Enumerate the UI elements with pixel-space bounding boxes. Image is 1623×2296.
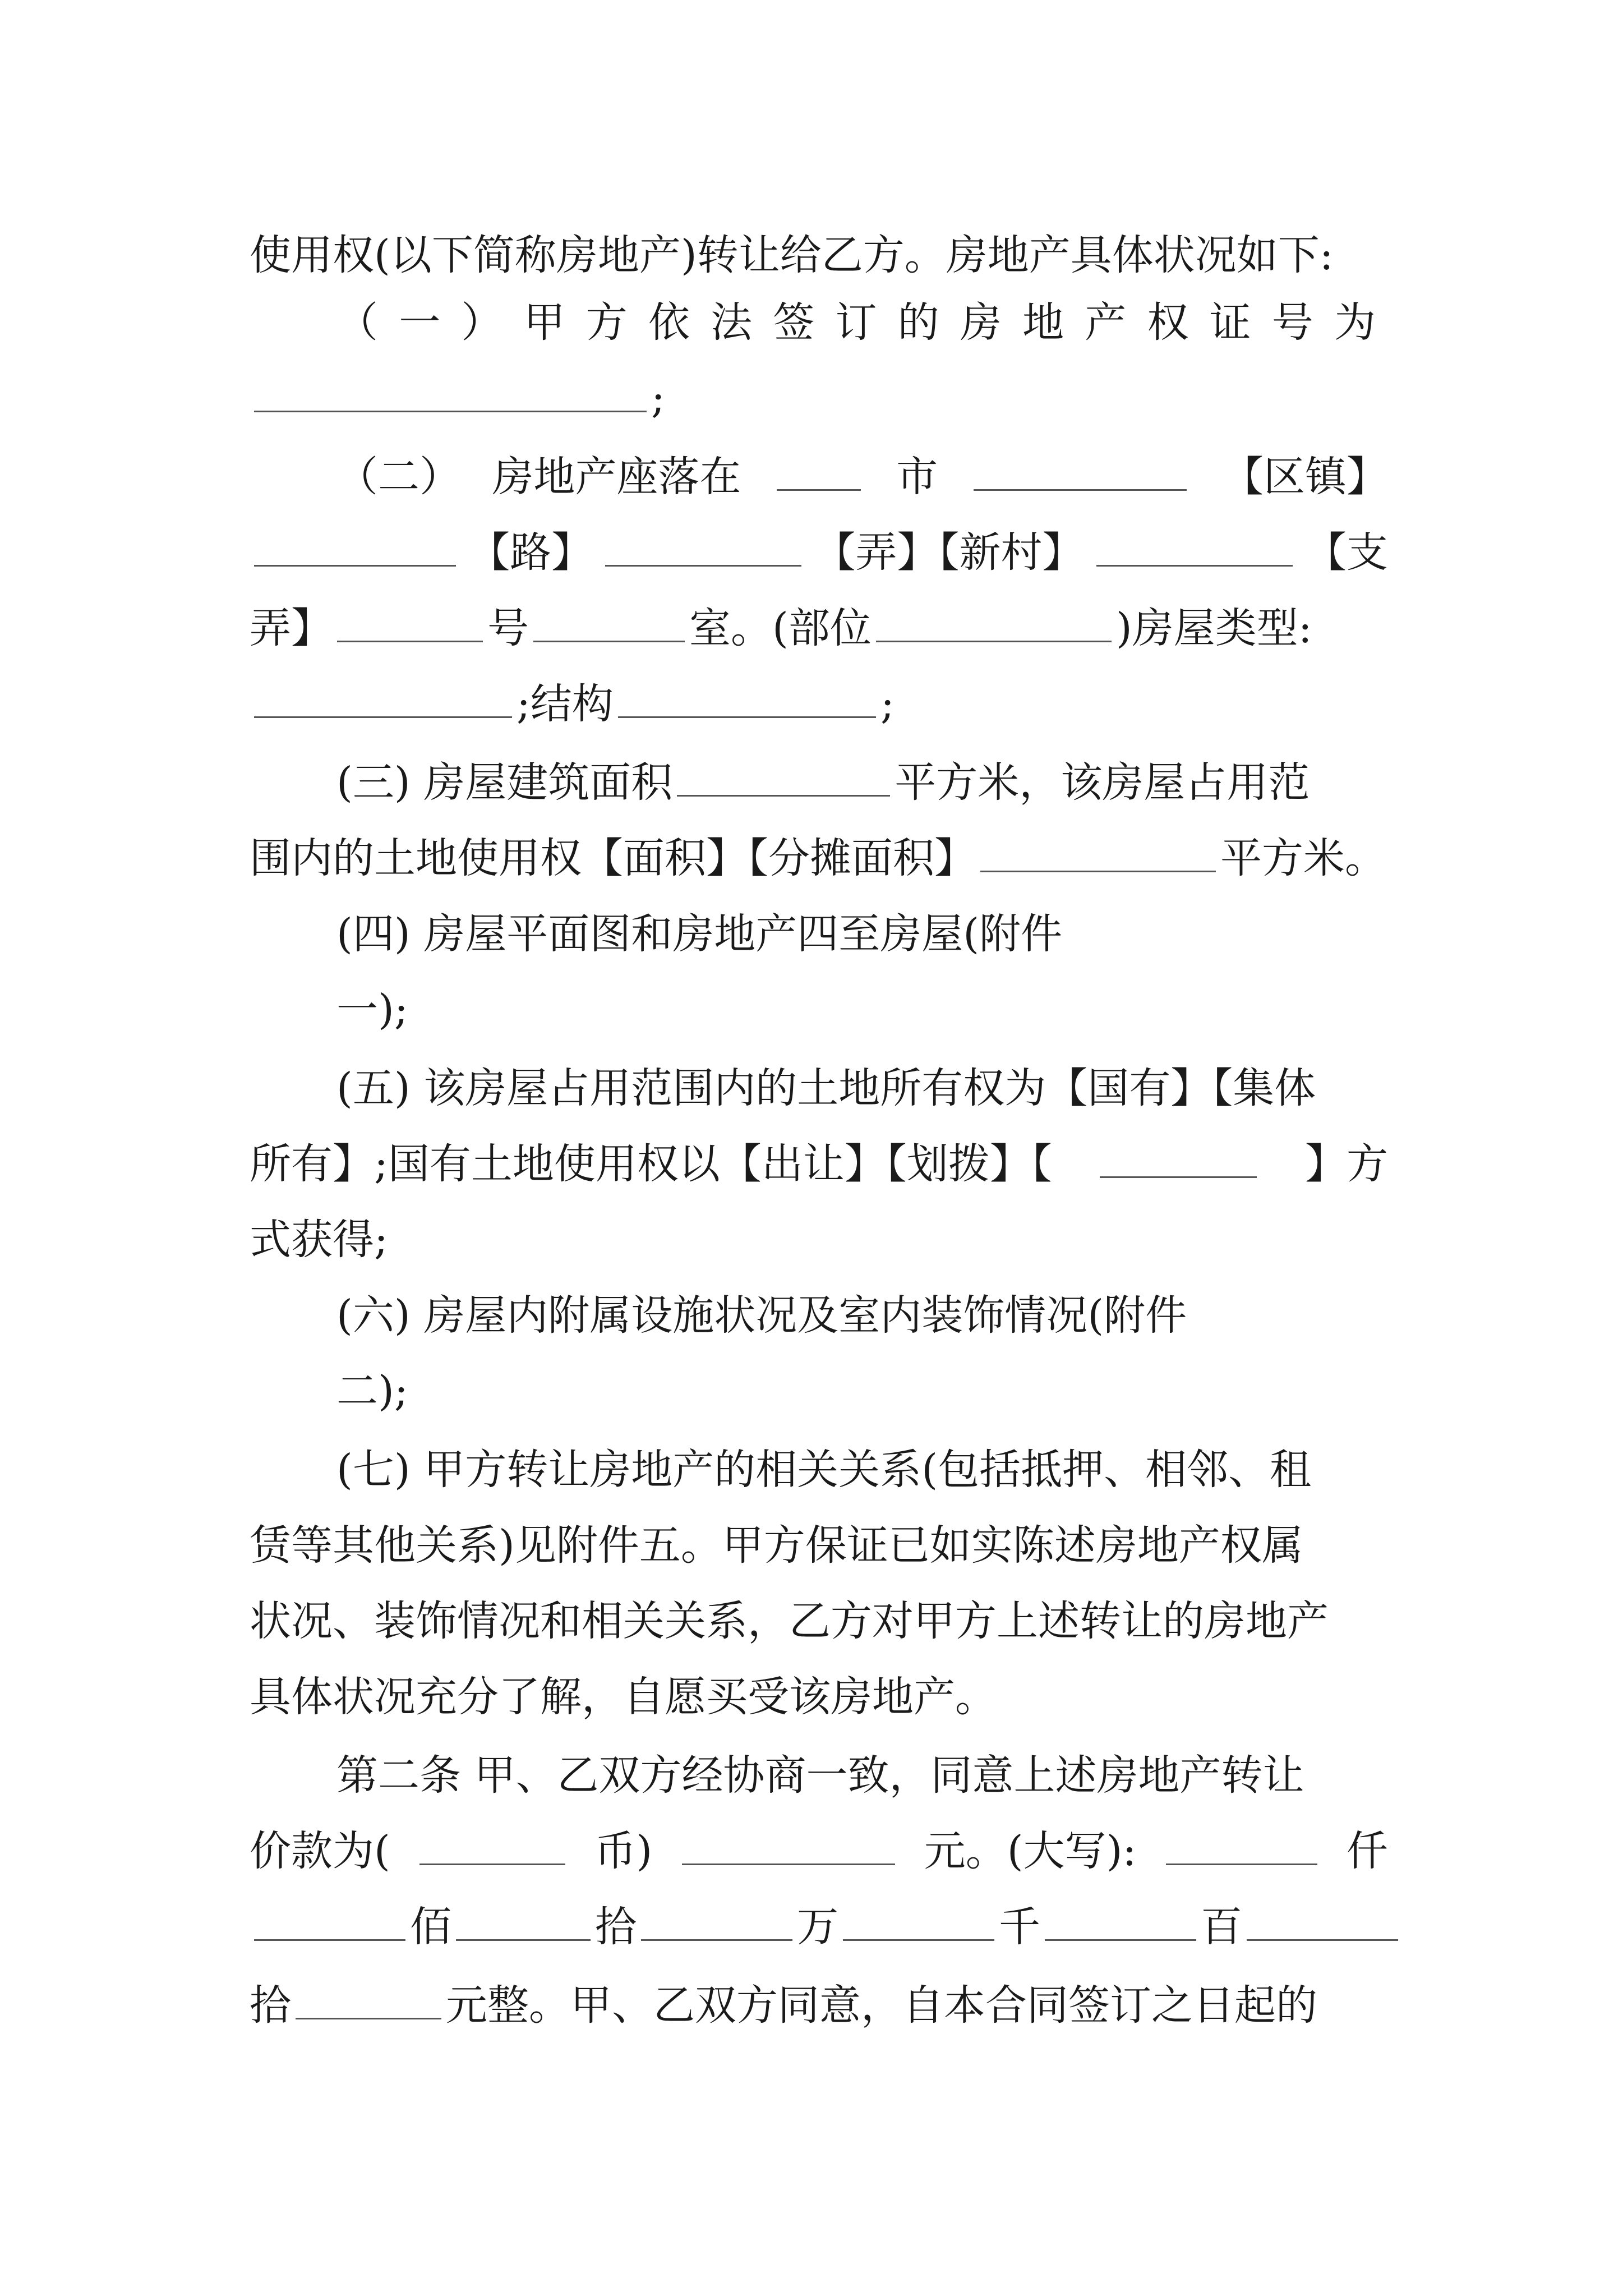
text-segment: 一); [336,986,408,1034]
text-segment: ;结构 [517,680,614,728]
text-line [250,1820,1388,1882]
fill-in-blank[interactable] [254,677,512,718]
text-line [250,224,1388,286]
text-segment: 【路】 [468,528,593,577]
text-line [336,903,1388,965]
text-segment: （二） [336,453,461,501]
text-segment: 围内的土地使用权【面积】【分摊面积】 [250,834,976,882]
text-segment: 房地产座落在 [492,453,741,501]
text-segment: 第二条 甲、乙双方经协商一致，同意上述房地产转让 [336,1751,1304,1800]
text-line [250,1896,1388,1958]
text-line [250,1975,1388,2036]
text-segment: 百 [1201,1903,1242,1951]
text-segment: 具体状况充分了解，自愿买受该房地产。 [250,1673,997,1721]
text-segment: 赁等其他关系)见附件五。甲方保证已如实陈述房地产权属 [250,1521,1303,1570]
text-segment: 拾 [250,1981,291,2030]
text-segment: 万 [797,1903,838,1951]
text-line [250,367,1388,429]
text-segment: ; [880,680,895,728]
fill-in-blank[interactable] [1166,1824,1317,1865]
text-line [336,1360,1388,1422]
text-line [336,446,1388,508]
text-segment: 平方米，该房屋占用范 [895,758,1310,807]
text-segment: 为 [1334,298,1388,347]
fill-in-blank[interactable] [605,526,801,567]
fill-in-blank[interactable] [296,1978,441,2019]
text-line [250,522,1388,583]
fill-in-blank[interactable] [254,526,456,567]
fill-in-blank[interactable] [677,756,890,797]
text-segment: (七) 甲方转让房地产的相关关系(包括抵押、相邻、租 [336,1446,1312,1494]
text-segment: 【弄】【新村】 [814,528,1084,577]
text-line [250,1209,1388,1271]
text-segment: 元整。甲、乙双方同意，自本合同签订之日起的 [446,1981,1317,2030]
text-segment: 权 [1147,298,1201,347]
fill-in-blank[interactable] [641,1900,792,1941]
fill-in-blank[interactable] [777,450,861,491]
text-line [336,752,1388,813]
text-segment: 弄】 [250,604,333,652]
text-segment: 式获得; [250,1216,388,1264]
text-segment: (四) 房屋平面图和房地产四至房屋(附件 [336,910,1063,958]
text-segment: 使用权(以下简称房地产)转让给乙方。房地产具体状况如下: [250,231,1334,279]
text-line [336,292,1388,353]
text-line [250,1590,1388,1652]
text-segment: 状况、装饰情况和相关关系，乙方对甲方上述转让的房地产 [250,1597,1329,1645]
text-segment: 一 [399,298,453,347]
text-segment: 签 [773,298,827,347]
text-segment: 市 [896,453,938,501]
text-segment: 千 [999,1903,1040,1951]
text-segment: ） [461,298,515,347]
fill-in-blank[interactable] [337,601,483,642]
text-segment: 【区镇】 [1221,453,1388,501]
text-segment: 甲 [523,298,578,347]
text-segment: 】方 [1305,1140,1388,1188]
fill-in-blank[interactable] [1096,526,1293,567]
text-line [250,1515,1388,1576]
text-segment: 佰 [410,1903,451,1951]
text-segment: 币) [594,1827,653,1875]
fill-in-blank[interactable] [843,1900,994,1941]
text-segment: （ [336,298,390,347]
fill-in-blank[interactable] [980,831,1216,872]
text-segment: 产 [1085,298,1139,347]
text-segment: 拾 [595,1903,637,1951]
text-segment: 方 [585,298,640,347]
text-segment: 仟 [1346,1827,1388,1875]
text-segment: 【支 [1304,528,1388,577]
text-segment: 订 [835,298,889,347]
text-segment: 平方米。 [1220,834,1386,882]
text-segment: 证 [1209,298,1264,347]
fill-in-blank[interactable] [618,677,876,718]
text-segment: 法 [711,298,765,347]
text-segment: ; [651,374,665,422]
text-line [250,673,1388,735]
text-line [336,979,1388,1041]
fill-in-blank[interactable] [254,1900,405,1941]
text-line [250,827,1388,889]
text-segment: 价款为( [250,1827,390,1875]
text-line [336,1285,1388,1346]
fill-in-blank[interactable] [1100,1137,1257,1178]
text-segment: 依 [648,298,702,347]
fill-in-blank[interactable] [419,1824,565,1865]
text-line [250,597,1388,659]
text-segment: 所有】;国有土地使用权以【出让】【划拨】【 [250,1140,1052,1188]
fill-in-blank[interactable] [974,450,1187,491]
text-segment: 号 [1271,298,1326,347]
text-segment: (五) 该房屋占用范围内的土地所有权为【国有】【集体 [336,1064,1316,1112]
text-segment: 地 [1022,298,1077,347]
text-segment: )房屋类型: [1115,604,1312,652]
text-line [336,1057,1388,1119]
fill-in-blank[interactable] [533,601,685,642]
text-line [336,1439,1388,1501]
fill-in-blank[interactable] [1045,1900,1196,1941]
fill-in-blank[interactable] [254,371,647,412]
fill-in-blank[interactable] [876,601,1112,642]
text-line [336,1745,1388,1806]
text-segment: 元。(大写): [924,1827,1137,1875]
text-segment: 号 [487,604,529,652]
text-segment: (六) 房屋内附属设施状况及室内装饰情况(附件 [336,1291,1187,1340]
fill-in-blank[interactable] [456,1900,591,1941]
text-line [250,1666,1388,1728]
text-segment: 室。(部位 [689,604,872,652]
fill-in-blank[interactable] [682,1824,895,1865]
text-segment: 二); [336,1367,408,1415]
text-segment: (三) 房屋建筑面积 [336,758,673,807]
fill-in-blank[interactable] [1247,1900,1398,1941]
text-line [250,1133,1388,1195]
text-segment: 房 [960,298,1014,347]
text-segment: 的 [897,298,952,347]
